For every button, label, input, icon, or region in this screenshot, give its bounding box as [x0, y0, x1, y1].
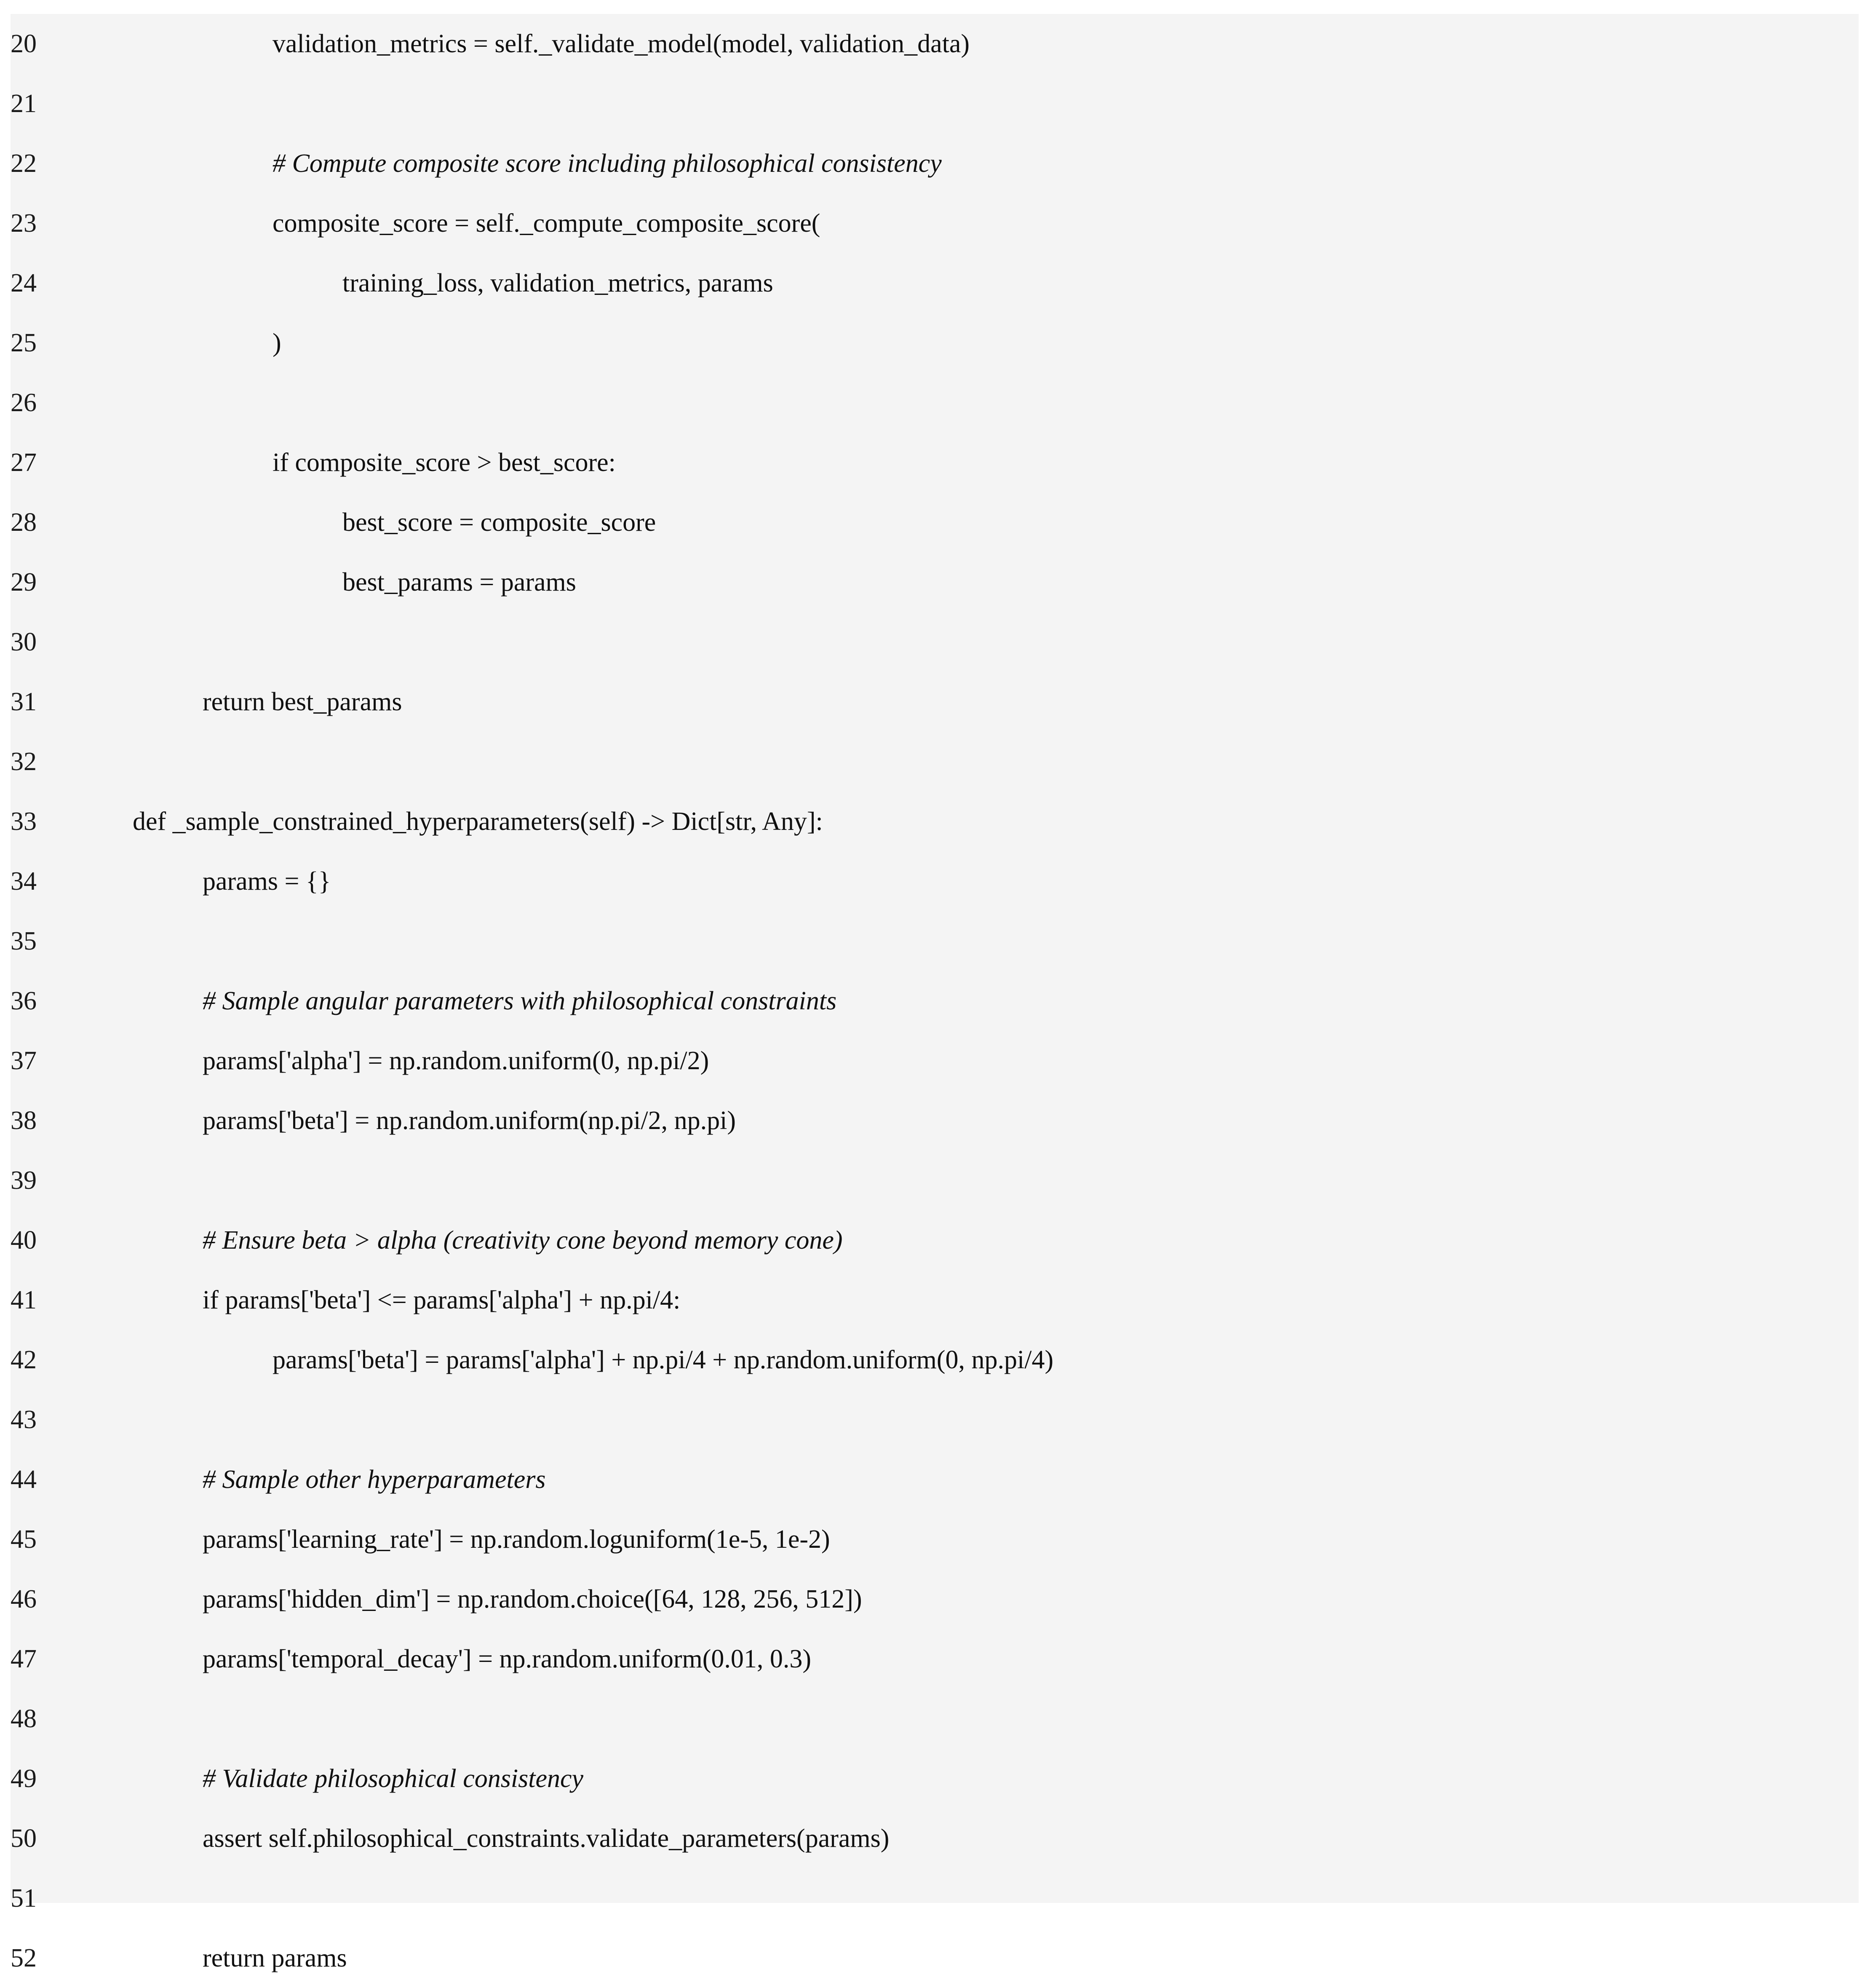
- code-line: [11, 492, 1859, 552]
- code-line: [11, 1569, 1859, 1629]
- code-text: composite_score = self._compute_composite_score(: [273, 209, 820, 238]
- code-text: return best_params: [203, 688, 402, 716]
- line-number: 21: [11, 89, 37, 118]
- line-number: 42: [11, 1346, 37, 1374]
- code-line: [11, 134, 1859, 193]
- line-number: 48: [11, 1704, 37, 1733]
- code-line: [11, 1031, 1859, 1091]
- code-comment: # Sample angular parameters with philosophical constraints: [203, 987, 837, 1015]
- code-text: params['beta'] = np.random.uniform(np.pi/2, np.pi): [203, 1106, 736, 1135]
- line-number: 24: [11, 269, 37, 297]
- code-line: [11, 373, 1859, 433]
- line-number: 30: [11, 628, 37, 656]
- code-line: [11, 971, 1859, 1031]
- code-line: [11, 1151, 1859, 1210]
- code-line: [11, 1390, 1859, 1450]
- code-line: [11, 672, 1859, 732]
- line-number: 49: [11, 1764, 37, 1793]
- code-line: [11, 1629, 1859, 1689]
- code-line: [11, 1868, 1859, 1928]
- code-line: [11, 792, 1859, 851]
- code-text: best_params = params: [342, 568, 576, 597]
- code-line: [11, 1809, 1859, 1868]
- code-line: [11, 732, 1859, 792]
- code-line: [11, 1928, 1859, 1988]
- code-text: params = {}: [203, 867, 331, 896]
- line-number: 37: [11, 1046, 37, 1075]
- code-line: [11, 1749, 1859, 1809]
- line-number: 52: [11, 1944, 37, 1972]
- code-line: [11, 1210, 1859, 1270]
- line-number: 44: [11, 1465, 37, 1494]
- code-line: [11, 851, 1859, 911]
- line-number: 36: [11, 987, 37, 1015]
- line-number: 38: [11, 1106, 37, 1135]
- code-text: best_score = composite_score: [342, 508, 656, 537]
- code-comment: # Ensure beta > alpha (creativity cone beyond memory cone): [203, 1226, 843, 1255]
- code-text: ): [273, 329, 281, 357]
- code-text: assert self.philosophical_constraints.validate_parameters(params): [203, 1824, 890, 1853]
- code-text: if composite_score > best_score:: [273, 448, 616, 477]
- line-number: 40: [11, 1226, 37, 1255]
- line-number: 47: [11, 1645, 37, 1673]
- code-line: [11, 552, 1859, 612]
- code-line: [11, 1689, 1859, 1749]
- code-line: [11, 193, 1859, 253]
- line-number: 27: [11, 448, 37, 477]
- code-line: [11, 612, 1859, 672]
- code-comment: # Compute composite score including philosophical consistency: [273, 149, 942, 178]
- line-number: 50: [11, 1824, 37, 1853]
- code-line: [11, 313, 1859, 373]
- code-text: validation_metrics = self._validate_model(model, validation_data): [273, 29, 970, 58]
- code-text: def _sample_constrained_hyperparameters(self) -> Dict[str, Any]:: [133, 807, 823, 836]
- code-line: [11, 1270, 1859, 1330]
- code-line: [11, 433, 1859, 492]
- line-number: 35: [11, 927, 37, 955]
- code-line: [11, 74, 1859, 134]
- code-line-list: [11, 14, 1859, 1972]
- line-number: 39: [11, 1166, 37, 1195]
- code-text: params['alpha'] = np.random.uniform(0, np.pi/2): [203, 1046, 709, 1075]
- line-number: 31: [11, 688, 37, 716]
- line-number: 41: [11, 1286, 37, 1314]
- code-line: [11, 253, 1859, 313]
- line-number: 23: [11, 209, 37, 238]
- code-text: params['hidden_dim'] = np.random.choice([64, 128, 256, 512]): [203, 1585, 862, 1613]
- code-line: [11, 911, 1859, 971]
- line-number: 26: [11, 388, 37, 417]
- line-number: 28: [11, 508, 37, 537]
- line-number: 45: [11, 1525, 37, 1554]
- code-text: params['beta'] = params['alpha'] + np.pi/4 + np.random.uniform(0, np.pi/4): [273, 1346, 1054, 1374]
- code-text: return params: [203, 1944, 347, 1972]
- code-text: training_loss, validation_metrics, params: [342, 269, 773, 297]
- code-line: [11, 1450, 1859, 1509]
- line-number: 51: [11, 1884, 37, 1913]
- line-number: 32: [11, 747, 37, 776]
- line-number: 34: [11, 867, 37, 896]
- code-text: if params['beta'] <= params['alpha'] + np.pi/4:: [203, 1286, 681, 1314]
- line-number: 29: [11, 568, 37, 597]
- line-number: 25: [11, 329, 37, 357]
- code-comment: # Sample other hyperparameters: [203, 1465, 546, 1494]
- code-comment: # Validate philosophical consistency: [203, 1764, 584, 1793]
- code-block: [11, 14, 1859, 1972]
- code-line: [11, 1091, 1859, 1151]
- line-number: 43: [11, 1405, 37, 1434]
- code-line: [11, 1330, 1859, 1390]
- code-line: [11, 14, 1859, 74]
- line-number: 46: [11, 1585, 37, 1613]
- code-text: params['learning_rate'] = np.random.loguniform(1e-5, 1e-2): [203, 1525, 830, 1554]
- line-number: 33: [11, 807, 37, 836]
- line-number: 22: [11, 149, 37, 178]
- code-text: params['temporal_decay'] = np.random.uniform(0.01, 0.3): [203, 1645, 811, 1673]
- code-line: [11, 1509, 1859, 1569]
- line-number: 20: [11, 29, 37, 58]
